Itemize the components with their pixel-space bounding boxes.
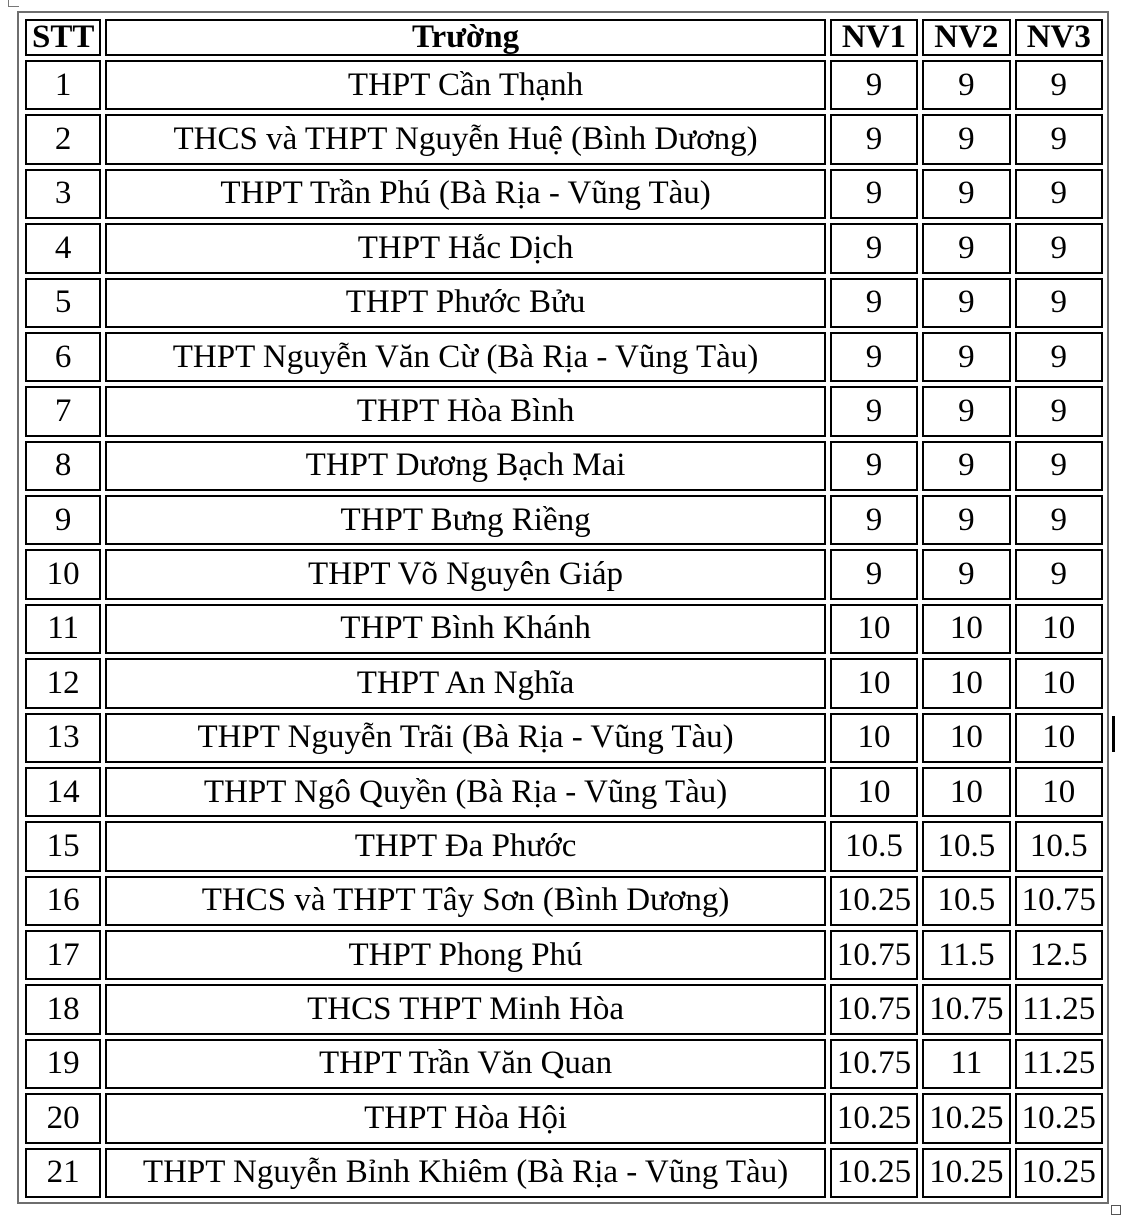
table-row <box>25 332 1103 382</box>
cell-nv2: 10 <box>922 713 1010 763</box>
cell-nv2: 10.25 <box>922 1093 1010 1143</box>
cell-stt: 12 <box>25 658 101 708</box>
cell-nv1: 10.75 <box>830 930 918 980</box>
cell-nv3: 9 <box>1015 223 1103 273</box>
cell-school: THPT Nguyễn Trãi (Bà Rịa - Vũng Tàu) <box>105 713 825 763</box>
cell-school: THPT Bưng Riềng <box>105 495 825 545</box>
cell-nv1: 10 <box>830 713 918 763</box>
table-row <box>25 441 1103 491</box>
cell-stt: 4 <box>25 223 101 273</box>
cell-nv3: 12.5 <box>1015 930 1103 980</box>
cell-stt: 3 <box>25 169 101 219</box>
cell-nv2: 10.5 <box>922 821 1010 871</box>
cell-nv3: 10 <box>1015 767 1103 817</box>
table-row <box>25 930 1103 980</box>
cell-nv3: 10.75 <box>1015 876 1103 926</box>
table-row <box>25 658 1103 708</box>
cell-stt: 8 <box>25 441 101 491</box>
cell-nv1: 10.25 <box>830 1093 918 1143</box>
cell-stt: 9 <box>25 495 101 545</box>
cell-school: THPT Võ Nguyên Giáp <box>105 549 825 599</box>
cell-nv1: 9 <box>830 386 918 436</box>
cell-stt: 21 <box>25 1148 101 1199</box>
cell-stt: 14 <box>25 767 101 817</box>
cell-nv2: 10 <box>922 767 1010 817</box>
cell-school: THPT Phong Phú <box>105 930 825 980</box>
table-row <box>25 386 1103 436</box>
cell-nv2: 9 <box>922 223 1010 273</box>
cell-school: THCS và THPT Tây Sơn (Bình Dương) <box>105 876 825 926</box>
cell-nv1: 9 <box>830 332 918 382</box>
cell-nv3: 11.25 <box>1015 984 1103 1034</box>
table-row <box>25 114 1103 164</box>
cell-nv3: 9 <box>1015 549 1103 599</box>
cell-school: THPT Hắc Dịch <box>105 223 825 273</box>
cell-nv2: 11 <box>922 1039 1010 1089</box>
cell-stt: 19 <box>25 1039 101 1089</box>
cell-nv3: 10 <box>1015 604 1103 654</box>
table-row <box>25 60 1103 110</box>
cell-school: THPT Dương Bạch Mai <box>105 441 825 491</box>
table-row <box>25 604 1103 654</box>
cell-nv2: 9 <box>922 60 1010 110</box>
header-stt: STT <box>25 19 101 56</box>
cell-school: THPT Bình Khánh <box>105 604 825 654</box>
cell-nv1: 10.25 <box>830 1148 918 1199</box>
cell-nv1: 9 <box>830 169 918 219</box>
cell-school: THPT Trần Văn Quan <box>105 1039 825 1089</box>
table-row <box>25 821 1103 871</box>
admission-score-table <box>21 15 1107 1202</box>
cell-nv3: 10.25 <box>1015 1093 1103 1143</box>
cell-nv1: 10 <box>830 604 918 654</box>
cell-stt: 11 <box>25 604 101 654</box>
column-resize-marker[interactable] <box>1112 716 1115 752</box>
cell-nv1: 9 <box>830 278 918 328</box>
cell-stt: 16 <box>25 876 101 926</box>
cell-stt: 5 <box>25 278 101 328</box>
cell-nv3: 10 <box>1015 658 1103 708</box>
table-row <box>25 1093 1103 1143</box>
cell-nv2: 9 <box>922 332 1010 382</box>
cell-nv3: 9 <box>1015 495 1103 545</box>
cell-school: THPT Nguyễn Văn Cừ (Bà Rịa - Vũng Tàu) <box>105 332 825 382</box>
cell-nv3: 9 <box>1015 60 1103 110</box>
cell-school: THCS và THPT Nguyễn Huệ (Bình Dương) <box>105 114 825 164</box>
cell-nv3: 10.5 <box>1015 821 1103 871</box>
cell-nv1: 9 <box>830 549 918 599</box>
table-row <box>25 223 1103 273</box>
cell-nv2: 10.25 <box>922 1148 1010 1199</box>
cell-stt: 10 <box>25 549 101 599</box>
cell-nv2: 10 <box>922 604 1010 654</box>
cell-nv1: 10 <box>830 658 918 708</box>
table-row <box>25 713 1103 763</box>
cell-school: THPT Ngô Quyền (Bà Rịa - Vũng Tàu) <box>105 767 825 817</box>
cell-nv1: 9 <box>830 495 918 545</box>
table-row <box>25 1148 1103 1199</box>
cell-stt: 13 <box>25 713 101 763</box>
cell-nv1: 9 <box>830 223 918 273</box>
header-school: Trường <box>105 19 825 56</box>
cell-nv1: 10.75 <box>830 1039 918 1089</box>
cell-nv2: 9 <box>922 278 1010 328</box>
cell-school: THPT Hòa Bình <box>105 386 825 436</box>
cell-school: THPT An Nghĩa <box>105 658 825 708</box>
cell-stt: 18 <box>25 984 101 1034</box>
cell-nv2: 9 <box>922 495 1010 545</box>
table-resize-handle[interactable] <box>1111 1205 1121 1215</box>
cell-stt: 2 <box>25 114 101 164</box>
cell-stt: 7 <box>25 386 101 436</box>
table-row <box>25 278 1103 328</box>
table-row <box>25 876 1103 926</box>
table-row <box>25 1039 1103 1089</box>
cell-nv1: 9 <box>830 60 918 110</box>
cell-nv3: 9 <box>1015 114 1103 164</box>
cell-nv2: 9 <box>922 114 1010 164</box>
cell-nv2: 9 <box>922 169 1010 219</box>
cell-school: THPT Hòa Hội <box>105 1093 825 1143</box>
cell-nv1: 10.5 <box>830 821 918 871</box>
cell-nv1: 10.25 <box>830 876 918 926</box>
cell-nv2: 10.5 <box>922 876 1010 926</box>
table-header-row <box>25 19 1103 56</box>
cell-nv1: 10.75 <box>830 984 918 1034</box>
cell-school: THCS THPT Minh Hòa <box>105 984 825 1034</box>
table-row <box>25 767 1103 817</box>
header-nv3: NV3 <box>1015 19 1103 56</box>
table-row <box>25 549 1103 599</box>
cell-nv2: 10 <box>922 658 1010 708</box>
cell-stt: 17 <box>25 930 101 980</box>
cell-nv3: 9 <box>1015 169 1103 219</box>
cell-nv2: 9 <box>922 441 1010 491</box>
cell-stt: 6 <box>25 332 101 382</box>
table-row <box>25 495 1103 545</box>
cell-nv2: 11.5 <box>922 930 1010 980</box>
cell-school: THPT Đa Phước <box>105 821 825 871</box>
cell-nv2: 9 <box>922 549 1010 599</box>
table-row <box>25 984 1103 1034</box>
cell-school: THPT Phước Bửu <box>105 278 825 328</box>
cell-nv1: 9 <box>830 114 918 164</box>
cell-stt: 1 <box>25 60 101 110</box>
cell-nv1: 9 <box>830 441 918 491</box>
cell-nv2: 9 <box>922 386 1010 436</box>
table-move-handle[interactable] <box>8 0 19 7</box>
cell-school: THPT Cần Thạnh <box>105 60 825 110</box>
cell-school: THPT Trần Phú (Bà Rịa - Vũng Tàu) <box>105 169 825 219</box>
cell-nv3: 11.25 <box>1015 1039 1103 1089</box>
cell-nv2: 10.75 <box>922 984 1010 1034</box>
cell-nv3: 9 <box>1015 278 1103 328</box>
cell-nv1: 10 <box>830 767 918 817</box>
cell-nv3: 10 <box>1015 713 1103 763</box>
cell-stt: 15 <box>25 821 101 871</box>
cell-school: THPT Nguyễn Bỉnh Khiêm (Bà Rịa - Vũng Tàu) <box>105 1148 825 1199</box>
cell-nv3: 9 <box>1015 386 1103 436</box>
cell-stt: 20 <box>25 1093 101 1143</box>
table-row <box>25 169 1103 219</box>
header-nv1: NV1 <box>830 19 918 56</box>
cell-nv3: 10.25 <box>1015 1148 1103 1199</box>
cell-nv3: 9 <box>1015 332 1103 382</box>
cell-nv3: 9 <box>1015 441 1103 491</box>
header-nv2: NV2 <box>922 19 1010 56</box>
